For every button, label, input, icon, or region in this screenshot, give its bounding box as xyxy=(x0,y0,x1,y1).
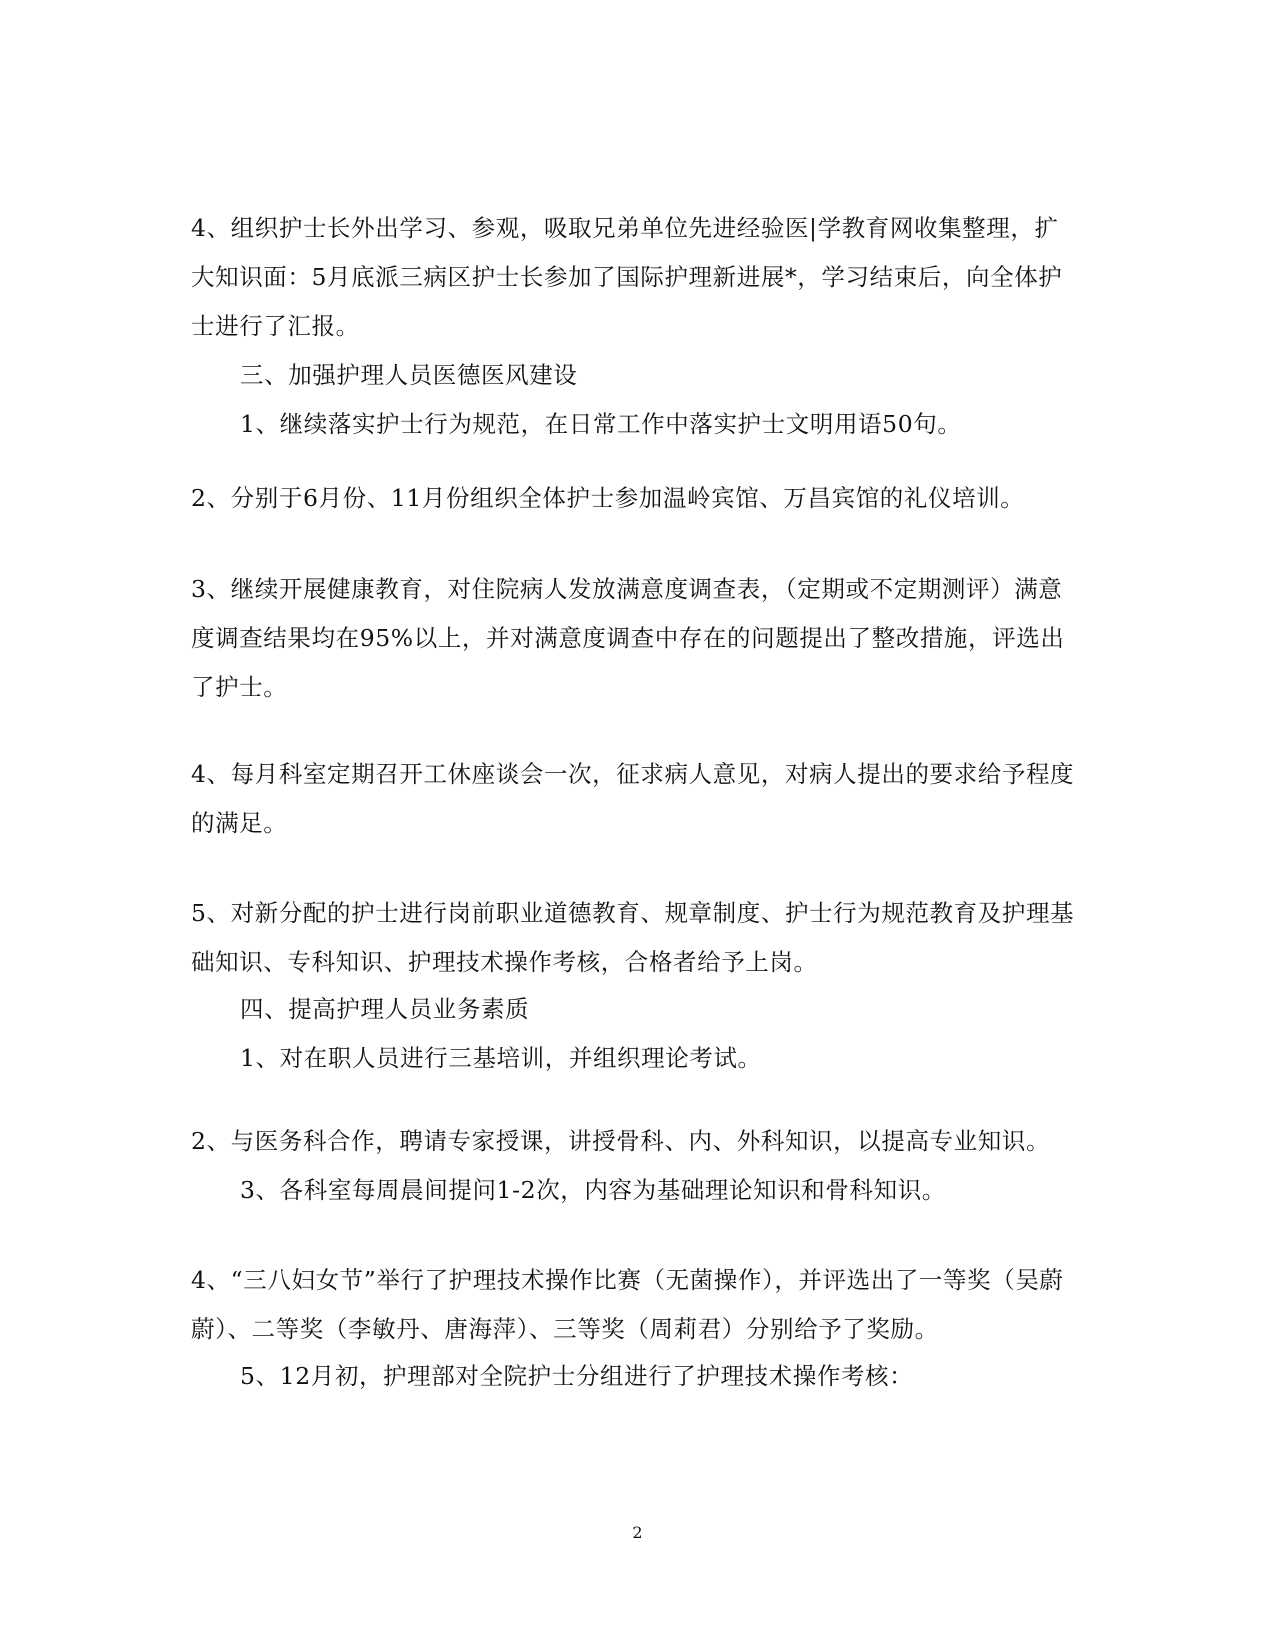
paragraph-competition: 4、“三八妇女节”举行了护理技术操作比赛（无菌操作），并评选出了一等奖（吴蔚蔚）、二等奖（李敏丹、唐海萍）、三等奖（周莉君）分别给予了奖励。 xyxy=(191,1266,1064,1343)
page-number: 2 xyxy=(632,1523,643,1542)
section-heading-ethics: 三、加强护理人员医德医风建设 xyxy=(240,361,578,389)
paragraph-three-basics: 1、对在职人员进行三基培训，并组织理论考试。 xyxy=(240,1044,762,1072)
paragraph-morning-questions: 3、各科室每周晨间提问1-2次，内容为基础理论知识和骨科知识。 xyxy=(240,1176,946,1204)
paragraph-behavior-norms: 1、继续落实护士行为规范，在日常工作中落实护士文明用语50句。 xyxy=(240,410,962,438)
section-heading-quality: 四、提高护理人员业务素质 xyxy=(240,995,530,1023)
paragraph-new-nurse-training: 5、对新分配的护士进行岗前职业道德教育、规章制度、护士行为规范教育及护理基础知识、专科知识、护理技术操作考核，合格者给予上岗。 xyxy=(191,899,1075,976)
paragraph-expert-lectures: 2、与医务科合作，聘请专家授课，讲授骨科、内、外科知识，以提高专业知识。 xyxy=(191,1127,1051,1155)
paragraph-outing-study: 4、组织护士长外出学习、参观，吸取兄弟单位先进经验医|学教育网收集整理，扩大知识面：5月底派三病区护士长参加了国际护理新进展*，学习结束后，向全体护士进行了汇报。 xyxy=(191,214,1063,340)
paragraph-health-education: 3、继续开展健康教育，对住院病人发放满意度调查表，（定期或不定期测评）满意度调查结果均在95%以上，并对满意度调查中存在的问题提出了整改措施，评选出了护士。 xyxy=(191,575,1065,701)
paragraph-december-exam: 5、12月初，护理部对全院护士分组进行了护理技术操作考核： xyxy=(240,1362,914,1390)
paragraph-etiquette-training: 2、分别于6月份、11月份组织全体护士参加温岭宾馆、万昌宾馆的礼仪培训。 xyxy=(191,484,1025,512)
paragraph-monthly-meeting: 4、每月科室定期召开工休座谈会一次，征求病人意见，对病人提出的要求给予程度的满足。 xyxy=(191,760,1075,837)
